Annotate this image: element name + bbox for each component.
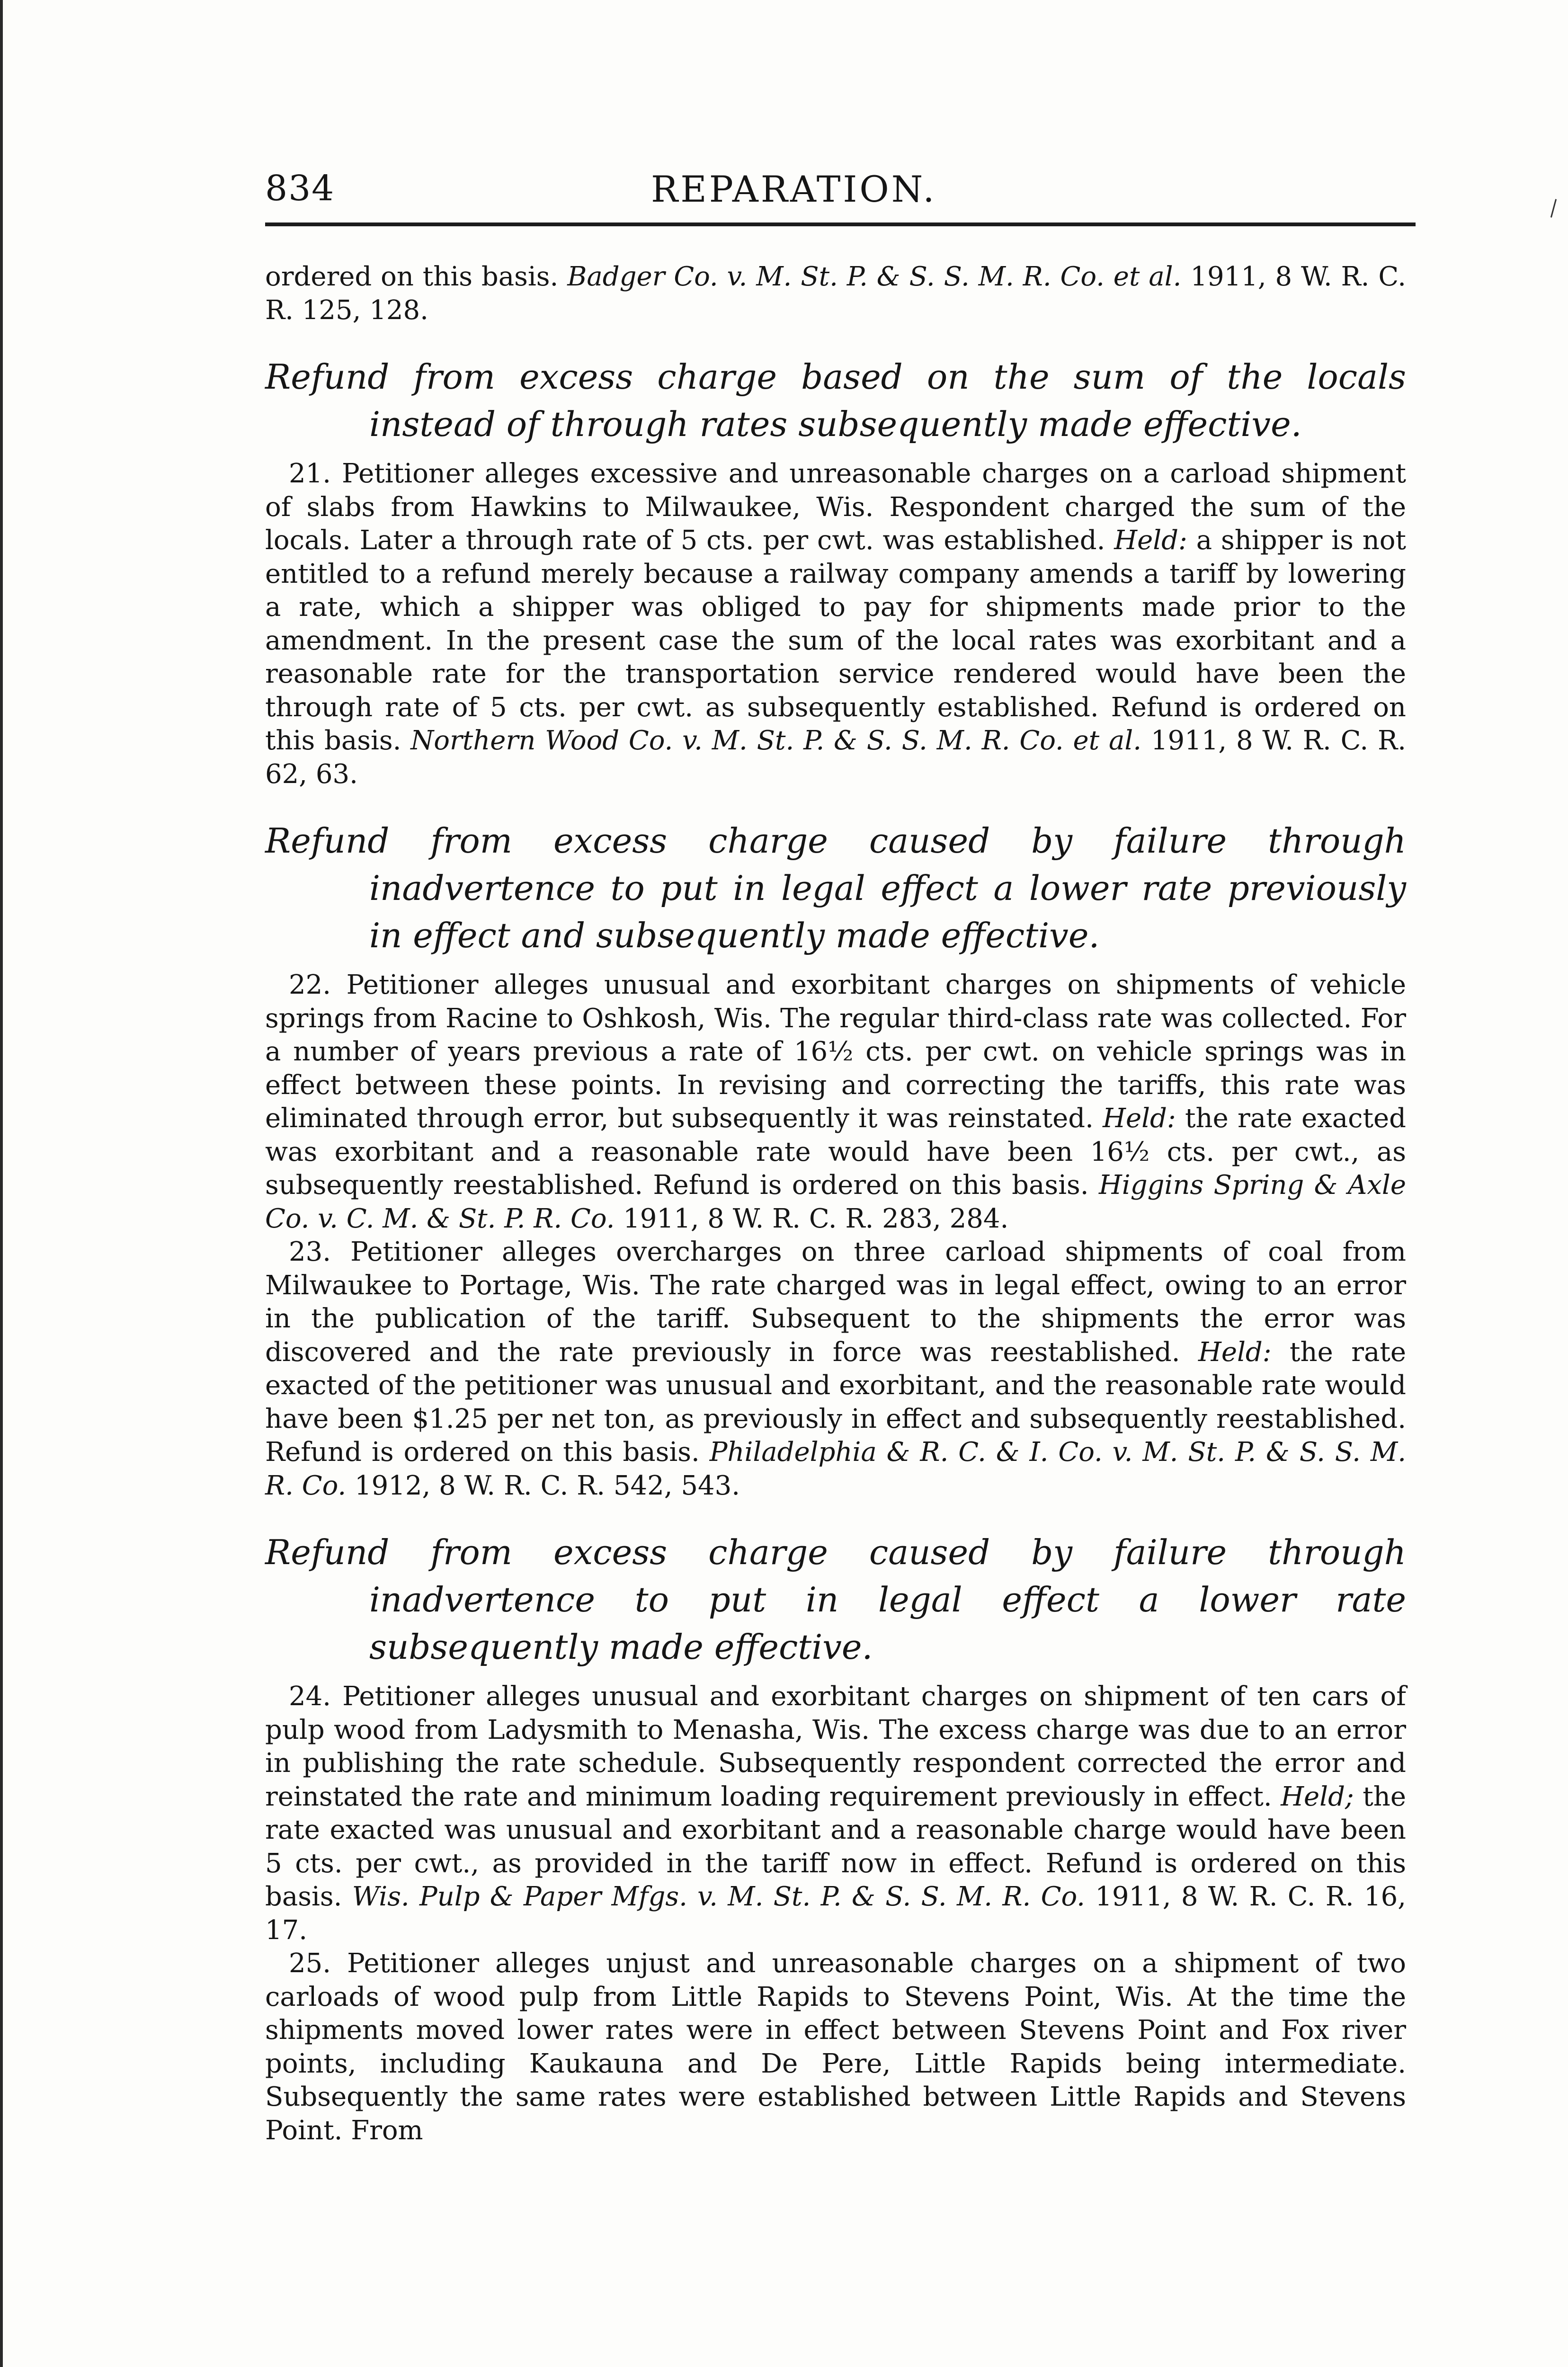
page-number: 834	[265, 168, 335, 209]
held-label: Held:	[1103, 1103, 1176, 1134]
held-label: Held:	[1198, 1336, 1272, 1368]
citation-reference: 1911, 8 W. R. C. R. 62, 63.	[265, 725, 1406, 790]
case-citation: Northern Wood Co. v. M. St. P. & S. S. M. R. Co. et al.	[410, 725, 1142, 756]
held-label: Held;	[1281, 1781, 1354, 1812]
paragraph-text: the rate exacted was exorbitant and a reasonable rate would have been 16½ cts. per cwt., as subsequently reestablished. Refund is ordered on this basis.	[265, 1103, 1406, 1201]
running-head: REPARATION.	[651, 168, 937, 210]
case-citation: Wis. Pulp & Paper Mfgs. v. M. St. P. & S. S. M. R. Co.	[352, 1881, 1085, 1912]
header-rule	[265, 222, 1416, 226]
paragraph-23	[265, 1236, 1406, 1503]
paragraph-text: 23. Petitioner alleges overcharges on three carload shipments of coal from Milwaukee to Portage, Wis. The rate charged was in legal effect, owing to an error in the publication of the tariff. Subsequent to the shipments the error was discovered and the rate previously in force was reestablished.	[265, 1237, 1406, 1368]
section-heading-2: Refund from excess charge caused by failure through inadvertence to put in legal effect a lower rate previously in effect and subsequently made effective.	[265, 821, 1406, 955]
body-text	[265, 260, 1406, 2147]
paragraph-text: a shipper is not entitled to a refund merely because a railway company amends a tariff by lowering a rate, which a shipper was obliged to pay for shipments made prior to the amendment. In the present case the sum of the local rates was exorbitant and a reasonable rate for the transportation service rendered would have been the through rate of 5 cts. per cwt. as subsequently established. Refund is ordered on this basis.	[265, 525, 1406, 756]
paragraph-22	[265, 969, 1406, 1236]
held-label: Held:	[1114, 525, 1187, 556]
case-citation: Badger Co. v. M. St. P. & S. S. M. R. Co. et al.	[567, 261, 1182, 292]
page-header	[265, 163, 1416, 215]
paragraph-21	[265, 457, 1406, 791]
margin-mark	[1550, 199, 1557, 217]
section-heading-1: Refund from excess charge based on the sum of the locals instead of through rates subsequently made effective.	[265, 357, 1406, 444]
paragraph-text: the rate exacted was unusual and exorbitant and a reasonable charge would have been 5 cts. per cwt., as provided in the tariff now in effect. Refund is ordered on this basis.	[265, 1781, 1406, 1912]
citation-reference: 1911, 8 W. R. C. R. 283, 284.	[615, 1203, 1009, 1234]
case-citation: Higgins Spring & Axle Co. v. C. M. & St. P. R. Co.	[265, 1170, 1406, 1234]
paragraph-text: 24. Petitioner alleges unusual and exorbitant charges on shipment of ten cars of pulp wood from Ladysmith to Menasha, Wis. The excess charge was due to an error in publishing the rate schedule. Subsequently respondent corrected the error and reinstated the rate and minimum loading requirement previously in effect.	[265, 1681, 1406, 1812]
section-heading-3: Refund from excess charge caused by failure through inadvertence to put in legal effect a lower rate subsequently made effective.	[265, 1532, 1406, 1667]
citation-reference: 1911, 8 W. R. C. R. 125, 128.	[265, 261, 1407, 326]
paragraph-text: ordered on this basis.	[265, 261, 568, 292]
paragraph-text: the rate exacted of the petitioner was unusual and exorbitant, and the reasonable rate would have been $1.25 per net ton, as previously in effect and subsequently reestablished. Refund is ordered on this basis.	[265, 1336, 1406, 1468]
page-edge-left	[0, 0, 3, 2367]
paragraph-text: 22. Petitioner alleges unusual and exorbitant charges on shipments of vehicle springs from Racine to Oshkosh, Wis. The regular third-class rate was collected. For a number of years previous a rate of 16½ cts. per cwt. on vehicle springs was in effect between these points. In revising and correcting the tariffs, this rate was eliminated through error, but subsequently it was reinstated.	[265, 970, 1406, 1134]
citation-reference: 1912, 8 W. R. C. R. 542, 543.	[346, 1470, 740, 1501]
case-citation: Philadelphia & R. C. & I. Co. v. M. St. P. & S. S. M. R. Co.	[265, 1437, 1406, 1501]
paragraph-text: 21. Petitioner alleges excessive and unreasonable charges on a carload shipment of slabs from Hawkins to Milwaukee, Wis. Respondent charged the sum of the locals. Later a through rate of 5 cts. per cwt. was established.	[265, 458, 1406, 556]
paragraph-25: 25. Petitioner alleges unjust and unreasonable charges on a shipment of two carloads of wood pulp from Little Rapids to Stevens Point, Wis. At the time the shipments moved lower rates were in effect between Stevens Point and Fox river points, including Kaukauna and De Pere, Little Rapids being intermediate. Subsequently the same rates were established between Little Rapids and Stevens Point. From	[265, 1948, 1406, 2146]
paragraph-24	[265, 1680, 1406, 1947]
citation-reference: 1911, 8 W. R. C. R. 16, 17.	[265, 1881, 1407, 1946]
paragraph-continued	[265, 260, 1406, 327]
